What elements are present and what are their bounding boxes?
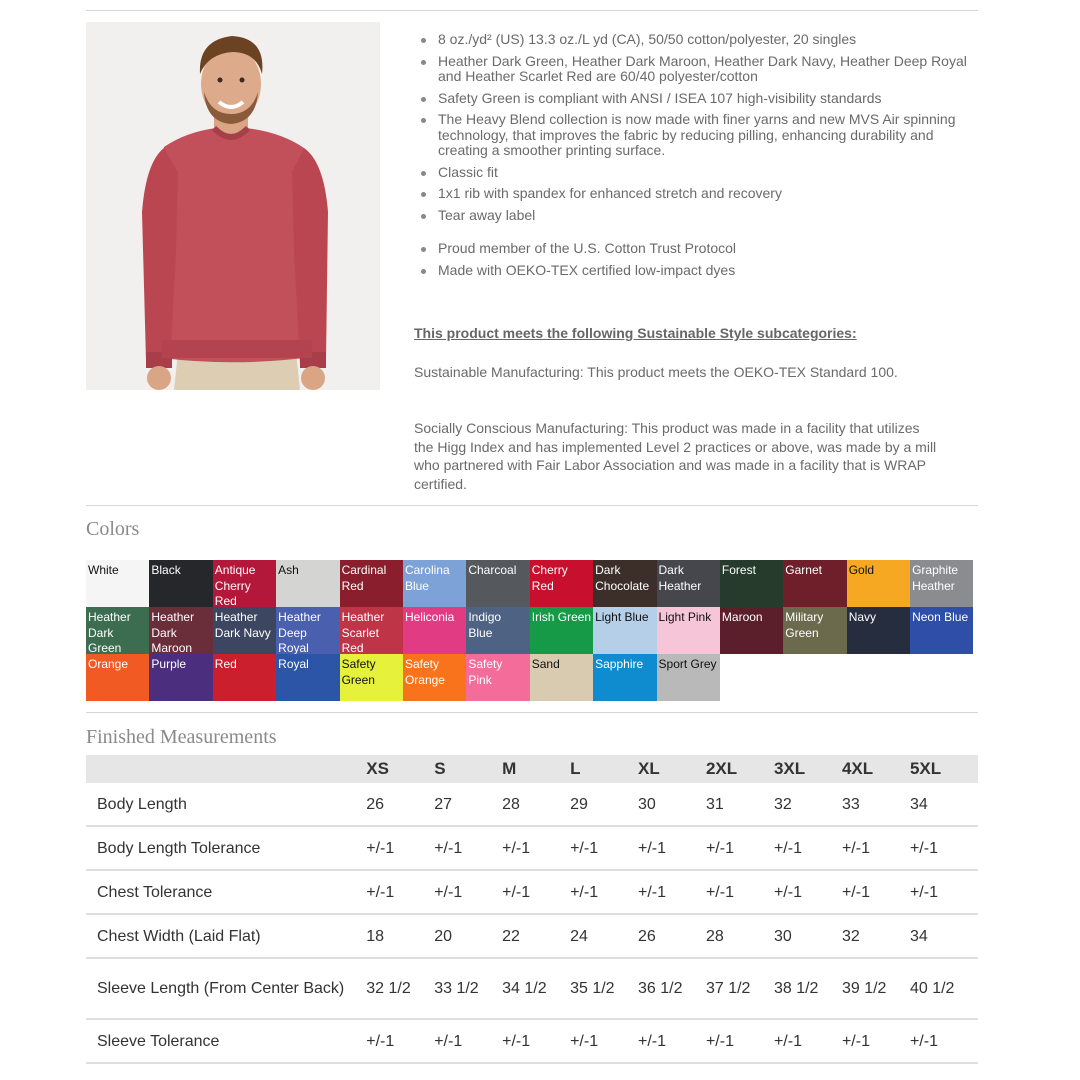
table-cell: +/-1 (910, 1019, 978, 1063)
color-swatch[interactable]: Carolina Blue (403, 560, 466, 607)
table-cell: +/-1 (502, 1019, 570, 1063)
sustainable-heading: This product meets the following Sustainable Style subcategories: (414, 325, 857, 341)
table-cell: +/-1 (706, 1019, 774, 1063)
table-cell: 34 (910, 783, 978, 826)
color-swatch[interactable]: Red (213, 654, 276, 701)
feature-item: Tear away label (438, 208, 968, 224)
color-swatch[interactable]: Purple (149, 654, 212, 701)
table-cell: +/-1 (774, 1019, 842, 1063)
table-row (86, 783, 978, 826)
color-swatch[interactable]: Cherry Red (530, 560, 593, 607)
color-swatch[interactable]: Ash (276, 560, 339, 607)
table-cell: 26 (638, 914, 706, 958)
color-swatch[interactable]: Heather Dark Navy (213, 607, 276, 654)
color-swatch[interactable]: Safety Pink (466, 654, 529, 701)
table-cell: 18 (366, 914, 434, 958)
color-swatch[interactable]: Heather Dark Green (86, 607, 149, 654)
color-swatch[interactable]: Military Green (783, 607, 846, 654)
color-swatch[interactable]: Heather Scarlet Red (340, 607, 403, 654)
table-cell: 30 (638, 783, 706, 826)
color-swatch[interactable]: Light Pink (657, 607, 720, 654)
table-cell: 33 (842, 783, 910, 826)
table-cell: 27 (434, 783, 502, 826)
measurements-table (86, 755, 978, 1064)
table-cell: +/-1 (706, 870, 774, 914)
table-cell: +/-1 (910, 826, 978, 870)
feature-item: 1x1 rib with spandex for enhanced stretch and recovery (438, 186, 968, 202)
product-photo (86, 22, 380, 390)
row-label: Sleeve Length (From Center Back) (86, 958, 366, 1019)
table-header-row (86, 755, 978, 783)
table-cell: 26 (366, 783, 434, 826)
size-header-m: M (502, 755, 570, 783)
color-swatch[interactable]: Safety Orange (403, 654, 466, 701)
color-swatch[interactable]: Cardinal Red (340, 560, 403, 607)
size-header-l: L (570, 755, 638, 783)
color-swatch[interactable]: Sport Grey (657, 654, 720, 701)
measurements-title: Finished Measurements (86, 726, 277, 748)
row-label: Sleeve Tolerance (86, 1019, 366, 1063)
table-row (86, 958, 978, 1019)
color-swatch[interactable]: Indigo Blue (466, 607, 529, 654)
table-cell: 35 1/2 (570, 958, 638, 1019)
table-cell: +/-1 (434, 826, 502, 870)
measurements-divider (86, 712, 978, 713)
table-cell: 22 (502, 914, 570, 958)
table-cell: +/-1 (638, 1019, 706, 1063)
table-cell: 20 (434, 914, 502, 958)
table-cell: 40 1/2 (910, 958, 978, 1019)
table-cell: +/-1 (366, 870, 434, 914)
color-swatch[interactable]: Neon Blue (910, 607, 973, 654)
table-row (86, 914, 978, 958)
table-cell: +/-1 (774, 870, 842, 914)
table-cell: 28 (502, 783, 570, 826)
size-header-5xl: 5XL (910, 755, 978, 783)
color-swatch[interactable]: Antique Cherry Red (213, 560, 276, 607)
table-cell: +/-1 (910, 870, 978, 914)
row-label: Chest Width (Laid Flat) (86, 914, 366, 958)
color-swatch[interactable]: Heather Deep Royal (276, 607, 339, 654)
table-cell: 32 1/2 (366, 958, 434, 1019)
color-swatch[interactable]: Dark Heather (657, 560, 720, 607)
feature-item: Made with OEKO-TEX certified low-impact dyes (438, 263, 968, 279)
colors-divider (86, 505, 978, 506)
table-cell: 28 (706, 914, 774, 958)
color-swatch[interactable]: Sapphire (593, 654, 656, 701)
feature-item: Classic fit (438, 165, 968, 181)
table-row (86, 826, 978, 870)
table-cell: 31 (706, 783, 774, 826)
feature-item: Safety Green is compliant with ANSI / ISEA 107 high-visibility standards (438, 91, 968, 107)
table-cell: 32 (774, 783, 842, 826)
table-row (86, 870, 978, 914)
table-cell: +/-1 (434, 870, 502, 914)
color-swatch[interactable]: Heather Dark Maroon (149, 607, 212, 654)
row-label: Body Length Tolerance (86, 826, 366, 870)
color-swatch[interactable]: Black (149, 560, 212, 607)
table-cell: 37 1/2 (706, 958, 774, 1019)
size-header-s: S (434, 755, 502, 783)
table-cell: +/-1 (774, 826, 842, 870)
color-swatch[interactable]: Heliconia (403, 607, 466, 654)
table-cell: +/-1 (434, 1019, 502, 1063)
size-header-xl: XL (638, 755, 706, 783)
table-row (86, 1019, 978, 1063)
table-cell: 33 1/2 (434, 958, 502, 1019)
table-cell: +/-1 (706, 826, 774, 870)
table-cell: +/-1 (502, 870, 570, 914)
row-label: Body Length (86, 783, 366, 826)
table-cell: 30 (774, 914, 842, 958)
size-header-4xl: 4XL (842, 755, 910, 783)
color-swatch[interactable]: Forest (720, 560, 783, 607)
color-swatch-grid (86, 560, 974, 701)
feature-list (414, 32, 968, 284)
table-cell: 38 1/2 (774, 958, 842, 1019)
size-header-3xl: 3XL (774, 755, 842, 783)
color-swatch[interactable]: Dark Chocolate (593, 560, 656, 607)
table-cell: +/-1 (366, 1019, 434, 1063)
table-cell: +/-1 (570, 826, 638, 870)
table-cell: +/-1 (570, 870, 638, 914)
color-swatch[interactable]: Orange (86, 654, 149, 701)
table-cell: +/-1 (366, 826, 434, 870)
size-header-xs: XS (366, 755, 434, 783)
color-swatch[interactable]: Irish Green (530, 607, 593, 654)
sustainable-manufacturing-text: Sustainable Manufacturing: This product meets the OEKO-TEX Standard 100. (414, 364, 898, 380)
top-divider (86, 10, 978, 11)
table-header-cell (86, 755, 366, 783)
color-swatch[interactable]: Sand (530, 654, 593, 701)
table-cell: 29 (570, 783, 638, 826)
table-cell: +/-1 (502, 826, 570, 870)
color-swatch[interactable]: White (86, 560, 149, 607)
table-cell: 39 1/2 (842, 958, 910, 1019)
color-swatch[interactable]: Graphite Heather (910, 560, 973, 607)
table-cell: +/-1 (842, 1019, 910, 1063)
colors-title: Colors (86, 518, 140, 540)
feature-item: The Heavy Blend collection is now made with finer yarns and new MVS Air spinning technology, that improves the fabric by reducing pilling, enhancing durability and creating a smoother printing surface. (438, 112, 968, 159)
feature-item: 8 oz./yd² (US) 13.3 oz./L yd (CA), 50/50 cotton/polyester, 20 singles (438, 32, 968, 48)
table-cell: 34 1/2 (502, 958, 570, 1019)
table-cell: +/-1 (638, 826, 706, 870)
row-label: Chest Tolerance (86, 870, 366, 914)
color-swatch[interactable]: Navy (847, 607, 910, 654)
color-swatch[interactable]: Royal (276, 654, 339, 701)
feature-item: Heather Dark Green, Heather Dark Maroon, Heather Dark Navy, Heather Deep Royal and Heather Scarlet Red are 60/40 polyester/cotton (438, 52, 967, 84)
feature-item: Proud member of the U.S. Cotton Trust Protocol (438, 241, 968, 257)
table-cell: +/-1 (842, 826, 910, 870)
color-swatch[interactable]: Gold (847, 560, 910, 607)
table-cell: +/-1 (842, 870, 910, 914)
color-swatch[interactable]: Charcoal (466, 560, 529, 607)
table-cell: 34 (910, 914, 978, 958)
table-cell: 36 1/2 (638, 958, 706, 1019)
color-swatch[interactable]: Maroon (720, 607, 783, 654)
socially-conscious-text: Socially Conscious Manufacturing: This product was made in a facility that utilizes the Higg Index and has implemented Level 2 practices or above, was made by a mill who partnered with Fair Labor Association and was made in a facility that is WRAP certified. (414, 420, 937, 492)
size-header-2xl: 2XL (706, 755, 774, 783)
table-cell: 32 (842, 914, 910, 958)
table-cell: 24 (570, 914, 638, 958)
color-swatch[interactable]: Light Blue (593, 607, 656, 654)
table-cell: +/-1 (638, 870, 706, 914)
color-swatch[interactable]: Safety Green (340, 654, 403, 701)
table-cell: +/-1 (570, 1019, 638, 1063)
color-swatch[interactable]: Garnet (783, 560, 846, 607)
